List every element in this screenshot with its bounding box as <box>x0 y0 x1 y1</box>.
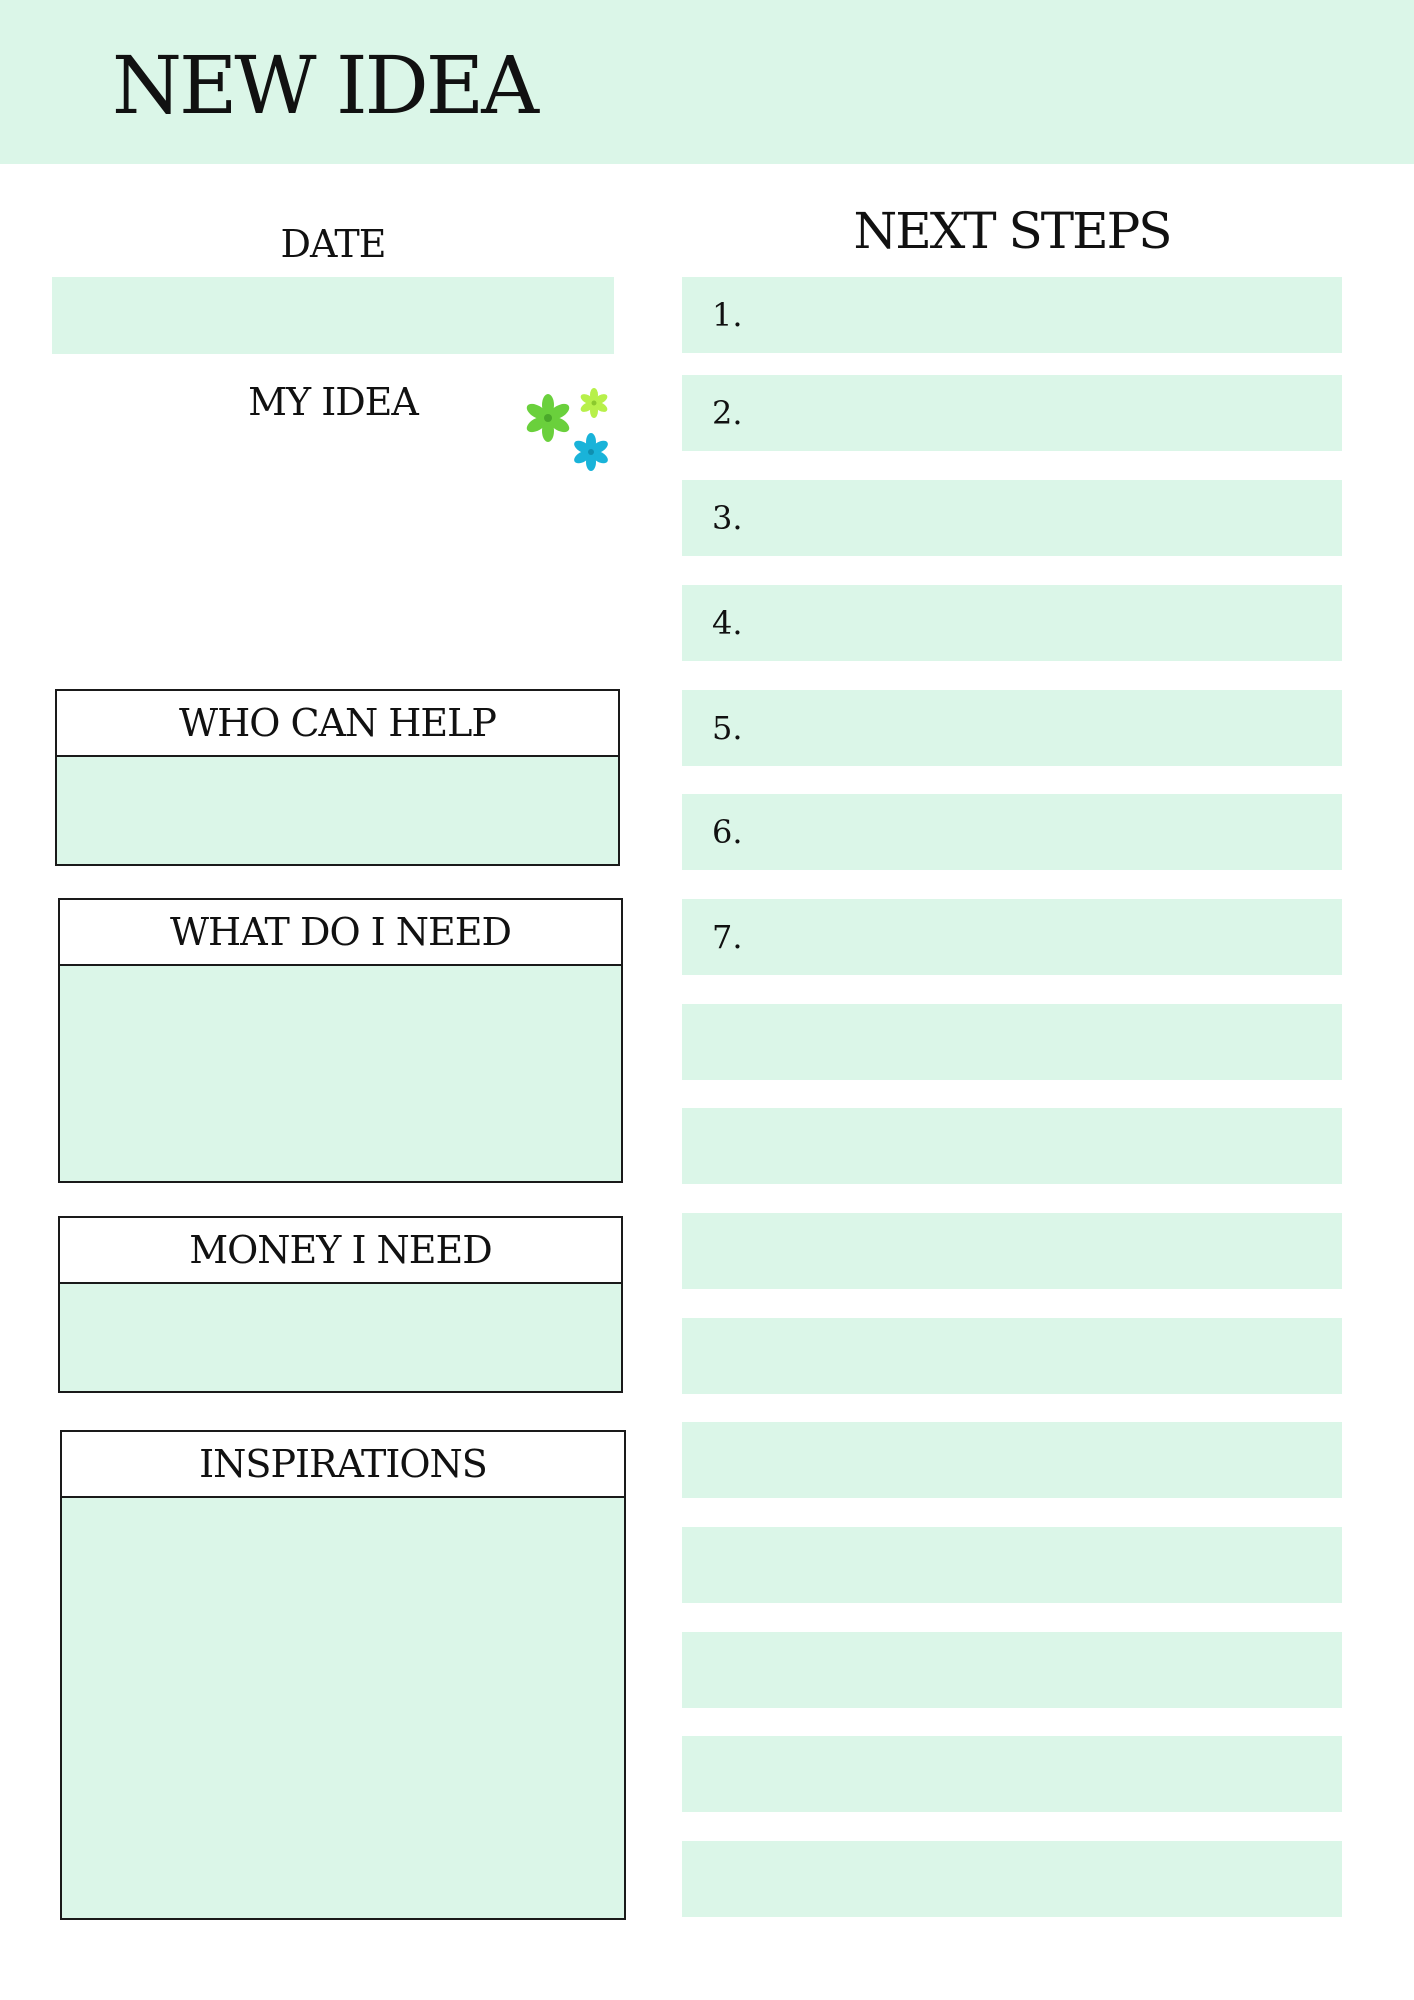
flower-green-icon <box>524 394 572 442</box>
page-title: NEW IDEA <box>112 39 536 132</box>
money-i-need-label: MONEY I NEED <box>60 1218 621 1284</box>
who-can-help-label: WHO CAN HELP <box>57 691 618 757</box>
step-number: 2. <box>712 394 743 432</box>
step-row[interactable] <box>682 1422 1342 1498</box>
header-band <box>0 0 1414 164</box>
what-do-i-need-field[interactable] <box>60 966 621 1181</box>
money-i-need-box <box>58 1216 623 1393</box>
step-number: 6. <box>712 813 743 851</box>
step-row[interactable] <box>682 1213 1342 1289</box>
step-row[interactable] <box>682 794 1342 870</box>
inspirations-label: INSPIRATIONS <box>62 1432 624 1498</box>
who-can-help-box <box>55 689 620 866</box>
step-number: 5. <box>712 709 743 747</box>
flower-cluster-icon <box>515 384 615 480</box>
step-row[interactable] <box>682 480 1342 556</box>
step-row[interactable] <box>682 690 1342 766</box>
step-row[interactable] <box>682 1632 1342 1708</box>
money-i-need-field[interactable] <box>60 1284 621 1391</box>
step-row[interactable] <box>682 375 1342 451</box>
step-row[interactable] <box>682 1527 1342 1603</box>
inspirations-box <box>60 1430 626 1920</box>
step-row[interactable] <box>682 585 1342 661</box>
step-row[interactable] <box>682 1736 1342 1812</box>
step-row[interactable] <box>682 1108 1342 1184</box>
inspirations-field[interactable] <box>62 1498 624 1918</box>
flower-lime-icon <box>579 388 609 418</box>
my-idea-label: MY IDEA <box>248 380 418 424</box>
step-number: 3. <box>712 499 743 537</box>
date-label: DATE <box>280 222 386 266</box>
step-row[interactable] <box>682 1318 1342 1394</box>
date-field[interactable] <box>52 277 614 354</box>
step-number: 1. <box>712 296 743 334</box>
step-number: 7. <box>712 918 743 956</box>
what-do-i-need-box <box>58 898 623 1183</box>
what-do-i-need-label: WHAT DO I NEED <box>60 900 621 966</box>
next-steps-title: NEXT STEPS <box>853 202 1171 260</box>
step-row[interactable] <box>682 899 1342 975</box>
flower-cyan-icon <box>572 433 610 471</box>
step-row[interactable] <box>682 1004 1342 1080</box>
step-row[interactable] <box>682 1841 1342 1917</box>
who-can-help-field[interactable] <box>57 757 618 864</box>
step-row[interactable] <box>682 277 1342 353</box>
step-number: 4. <box>712 604 743 642</box>
